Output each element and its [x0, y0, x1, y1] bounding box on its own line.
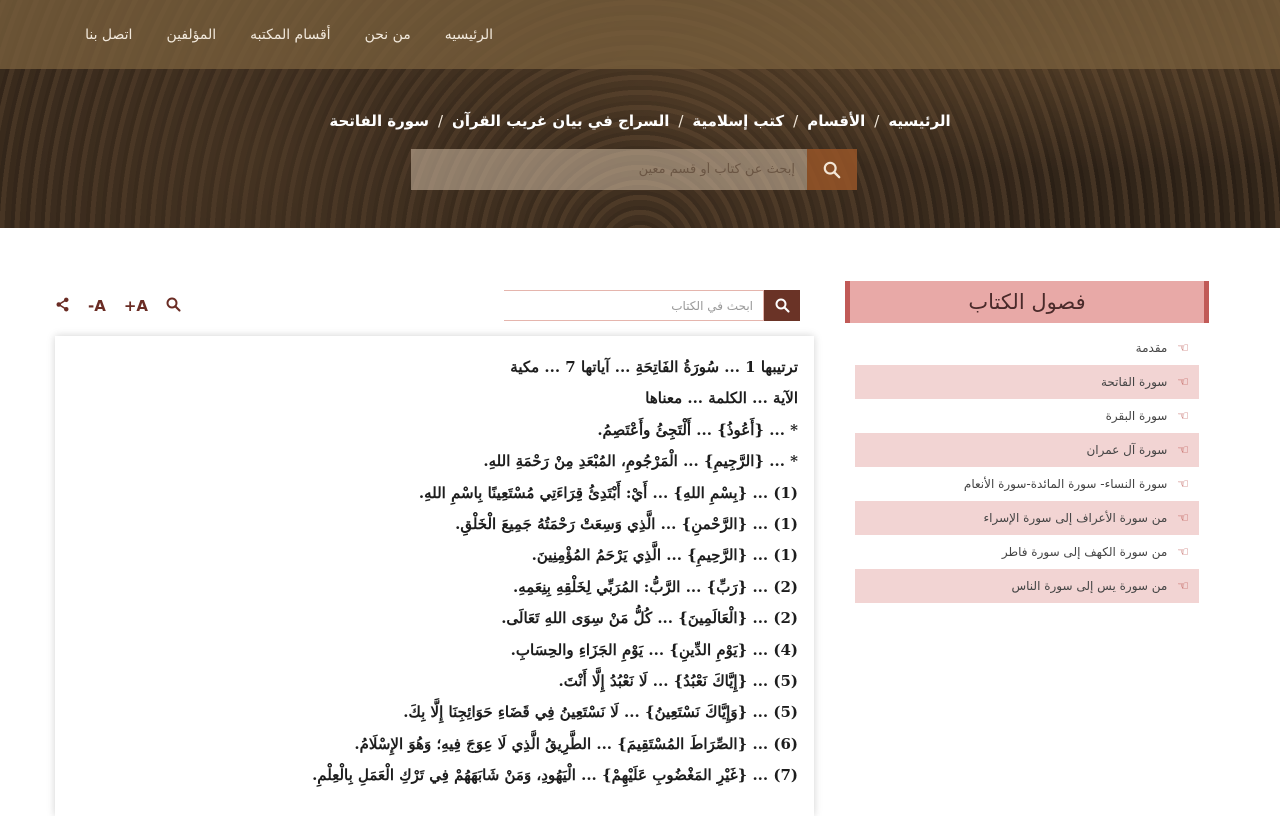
breadcrumb-book[interactable]: السراج في بيان غريب القرآن	[452, 112, 670, 130]
search-icon	[775, 298, 790, 313]
pointing-hand-icon: ☜	[1177, 544, 1189, 560]
site-search	[411, 149, 857, 190]
nav-item-authors[interactable]: المؤلفين	[166, 26, 217, 43]
breadcrumb-home[interactable]: الرئيسيه	[888, 112, 951, 130]
find-in-text-button[interactable]	[166, 297, 181, 316]
search-icon	[823, 161, 841, 179]
nav-item-library-sections[interactable]: أقسام المكتبه	[250, 26, 331, 43]
chapter-label: سورة آل عمران	[1086, 443, 1168, 457]
chapter-item[interactable]	[855, 501, 1199, 535]
site-search-input[interactable]	[411, 149, 807, 190]
chapter-label: من سورة يس إلى سورة الناس	[1011, 579, 1168, 593]
text-line: الآية ... الكلمة ... معناها	[645, 389, 798, 408]
breadcrumb-separator: /	[874, 112, 880, 130]
chapters-sidebar	[845, 281, 1209, 603]
decrease-font-button[interactable]: -A	[88, 297, 106, 315]
share-icon	[55, 297, 70, 312]
text-line: (6) ... {الصِّرَاطَ المُسْتَقِيمَ} ... الطَّرِيقُ الَّذِي لَا عِوَجَ فِيهِ؛ وَهُوَ الإِسْلَامُ.	[354, 734, 798, 753]
chapters-list	[855, 331, 1199, 603]
book-search-button[interactable]	[764, 290, 800, 321]
increase-font-button[interactable]: +A	[123, 297, 149, 315]
nav-item-contact[interactable]: اتصل بنا	[85, 26, 133, 43]
text-line: (5) ... {إِيَّاكَ نَعْبُدُ} ... لَا نَعْبُدُ إِلَّا أَنْتَ.	[558, 671, 798, 690]
breadcrumb-separator: /	[793, 112, 799, 130]
search-icon	[166, 297, 181, 312]
text-line: (7) ... {غَيْرِ المَغْضُوبِ عَلَيْهِمْ} ... الْيَهُودِ، وَمَنْ شَابَهَهُمْ فِي تَرْكِ الْعَمَلِ بِالْعِلْمِ.	[312, 766, 798, 785]
text-line: (2) ... {الْعَالَمِينَ} ... كُلُّ مَنْ سِوَى اللهِ تَعَالَى.	[501, 609, 798, 628]
breadcrumb-sections[interactable]: الأقسام	[807, 112, 866, 130]
site-search-button[interactable]	[807, 149, 857, 190]
chapter-label: سورة البقرة	[1105, 409, 1168, 423]
pointing-hand-icon: ☜	[1177, 442, 1189, 458]
book-search	[504, 290, 800, 321]
pointing-hand-icon: ☜	[1177, 340, 1189, 356]
pointing-hand-icon: ☜	[1177, 510, 1189, 526]
text-line: ترتيبها 1 ... سُورَةُ الفَاتِحَةِ ... آياتها 7 ... مكية	[510, 358, 798, 376]
text-line: * ... {الرَّجِيمِ} ... الْمَرْجُومِ، المُبْعَدِ مِنْ رَحْمَةِ اللهِ.	[483, 452, 798, 471]
pointing-hand-icon: ☜	[1177, 374, 1189, 390]
chapter-item[interactable]	[855, 467, 1199, 501]
reader-tools	[55, 291, 181, 321]
nav-item-home[interactable]: الرئيسيه	[444, 26, 493, 43]
chapter-label: سورة النساء- سورة المائدة-سورة الأنعام	[963, 477, 1168, 491]
breadcrumb	[0, 112, 1280, 130]
chapter-item[interactable]	[855, 331, 1199, 365]
chapter-label: سورة الفاتحة	[1100, 375, 1168, 389]
pointing-hand-icon: ☜	[1177, 408, 1189, 424]
chapter-item[interactable]	[855, 535, 1199, 569]
book-search-input[interactable]	[504, 290, 764, 321]
book-text-lines	[55, 336, 814, 791]
text-line: (1) ... {الرَّحِيمِ} ... الَّذِي يَرْحَمُ المُؤْمِنِينَ.	[531, 546, 798, 565]
text-line: (1) ... {بِسْمِ اللهِ} ... أَيْ: أَبْتَدِئُ قِرَاءَتِي مُسْتَعِينًا بِاسْمِ اللهِ.	[418, 483, 798, 502]
pointing-hand-icon: ☜	[1177, 578, 1189, 594]
chapter-label: مقدمة	[1135, 341, 1168, 355]
top-navbar	[0, 0, 1280, 69]
nav-menu	[68, 0, 510, 69]
chapter-item[interactable]	[855, 365, 1199, 399]
chapter-item[interactable]	[855, 399, 1199, 433]
breadcrumb-current-chapter: سورة الفاتحة	[329, 112, 429, 130]
text-line: * ... {أَعُوذُ} ... أَلْتَجِئُ وأَعْتَصِمُ.	[597, 420, 798, 439]
chapter-label: من سورة الأعراف إلى سورة الإسراء	[983, 511, 1168, 525]
reader-toolbar	[55, 291, 815, 321]
book-text-panel	[55, 336, 814, 816]
chapter-item[interactable]	[855, 433, 1199, 467]
text-line: (5) ... {وَإِيَّاكَ نَسْتَعِينُ} ... لَا نَسْتَعِينُ فِي قَضَاءِ حَوَائِجِنَا إِلَّا بِكَ.	[403, 703, 798, 722]
chapter-label: من سورة الكهف إلى سورة فاطر	[1001, 545, 1168, 559]
share-button[interactable]	[55, 297, 70, 316]
nav-item-about[interactable]: من نحن	[364, 26, 411, 43]
pointing-hand-icon: ☜	[1177, 476, 1189, 492]
sidebar-title: فصول الكتاب	[845, 281, 1209, 323]
text-line: (2) ... {رَبِّ} ... الرَّبُّ: المُرَبِّي لِخَلْقِهِ بِنِعَمِهِ.	[513, 577, 798, 596]
hero-banner	[0, 0, 1280, 228]
breadcrumb-separator: /	[437, 112, 444, 130]
breadcrumb-separator: /	[678, 112, 684, 130]
breadcrumb-islamic-books[interactable]: كتب إسلامية	[692, 112, 785, 130]
chapter-item[interactable]	[855, 569, 1199, 603]
text-line: (4) ... {يَوْمِ الدِّينِ} ... يَوْمِ الجَزَاءِ والحِسَابِ.	[510, 640, 798, 659]
text-line: (1) ... {الرَّحْمنِ} ... الَّذِي وَسِعَتْ رَحْمَتُهُ جَمِيعَ الْخَلْقِ.	[455, 514, 798, 533]
